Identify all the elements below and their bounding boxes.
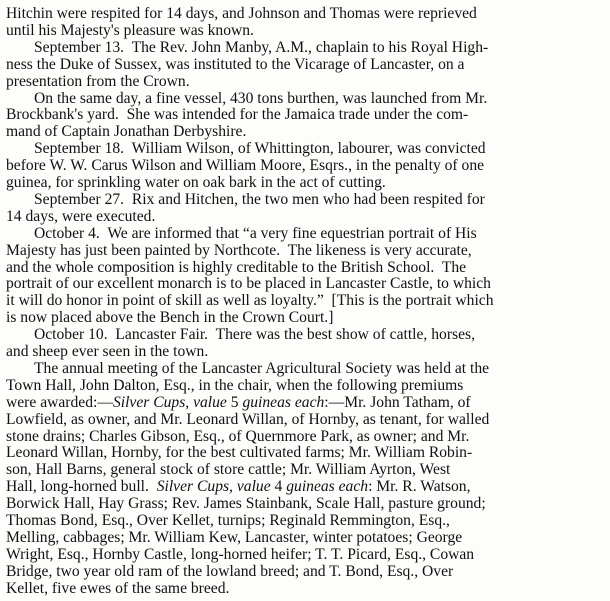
- text-segment: it will do honor in point of skill as well as loyalty.” [This is the portrait which: [6, 292, 494, 310]
- text-segment: guinea, for sprinkling water on oak bark in the act of cutting.: [6, 174, 386, 191]
- italic-text: guineas each: [286, 478, 369, 496]
- text-segment: ness the Duke of Sussex, was instituted to the Vicarage of Lancaster, on a: [6, 55, 465, 73]
- text-segment: and sheep ever seen in the town.: [6, 343, 209, 360]
- text-segment: son, Hall Barns, general stock of store cattle; Mr. William Ayrton, West: [6, 461, 451, 479]
- text-segment: Hitchin were respited for 14 days, and Johnson and Thomas were reprieved: [6, 5, 477, 22]
- italic-text: Silver Cups, value: [112, 393, 227, 411]
- text-segment: is now placed above the Bench in the Crown Court.]: [6, 309, 334, 327]
- text-segment: until his Majesty's pleasure was known.: [6, 21, 254, 39]
- text-segment: Thomas Bond, Esq., Over Kellet, turnips; Reginald Remmington, Esq.,: [6, 512, 450, 529]
- text-segment: were awarded:—: [6, 393, 113, 411]
- text-segment: The annual meeting of the Lancaster Agricultural Society was held at the: [34, 359, 490, 377]
- text-segment: September 27. Rix and Hitchen, the two men who had been respited for: [34, 190, 485, 208]
- text-segment: Majesty has just been painted by Northcote. The likeness is very accurate,: [6, 241, 472, 259]
- text-segment: stone drains; Charles Gibson, Esq., of Quernmore Park, as owner; and Mr.: [6, 427, 470, 445]
- text-segment: before W. W. Carus Wilson and William Moore, Esqrs., in the penalty of one: [6, 157, 485, 175]
- text-segment: Melling, cabbages; Mr. William Kew, Lancaster, winter potatoes; George: [6, 528, 463, 546]
- text-segment: 14 days, were executed.: [6, 207, 156, 225]
- text-segment: presentation from the Crown.: [6, 72, 190, 90]
- text-segment: Borwick Hall, Hay Grass; Rev. James Stainbank, Scale Hall, pasture ground;: [6, 495, 486, 513]
- text-segment: Bridge, two year old ram of the lowland breed; and T. Bond, Esq., Over: [6, 562, 454, 580]
- text-segment: Brockbank's yard. She was intended for the Jamaica trade under the com-: [6, 106, 469, 124]
- text-segment: 4: [270, 478, 287, 496]
- text-segment: 5: [226, 393, 243, 411]
- text-segment: Town Hall, John Dalton, Esq., in the chair, when the following premiums: [6, 376, 464, 394]
- text-segment: Kellet, five ewes of the same breed.: [6, 579, 230, 597]
- text-segment: Wright, Esq., Hornby Castle, long-horned heifer; T. T. Picard, Esq., Cowan: [6, 545, 475, 563]
- text-segment: mand of Captain Jonathan Derbyshire.: [6, 123, 247, 141]
- text-segment: Hall, long-horned bull.: [6, 478, 157, 496]
- text-segment: and the whole composition is highly creditable to the British School. The: [6, 258, 467, 276]
- text-line: [6, 578, 229, 600]
- text-segment: October 10. Lancaster Fair. There was the best show of cattle, horses,: [34, 326, 475, 344]
- text-segment: On the same day, a fine vessel, 430 tons burthen, was launched from Mr.: [34, 89, 488, 107]
- italic-text: Silver Cups, value: [156, 478, 271, 496]
- italic-text: guineas each: [242, 393, 325, 411]
- text-segment: Leonard Willan, Hornby, for the best cultivated farms; Mr. William Robin-: [6, 444, 473, 462]
- text-segment: September 18. William Wilson, of Whittington, labourer, was convicted: [34, 140, 486, 158]
- text-segment: : Mr. R. Watson,: [368, 478, 471, 496]
- text-segment: :—Mr. John Tatham, of: [324, 393, 471, 411]
- text-segment: September 13. The Rev. John Manby, A.M., chaplain to his Royal High-: [34, 38, 489, 56]
- text-segment: portrait of our excellent monarch is to be placed in Lancaster Castle, to which: [6, 275, 491, 293]
- text-segment: Lowfield, as owner, and Mr. Leonard Willan, of Hornby, as tenant, for walled: [6, 410, 490, 428]
- text-segment: October 4. We are informed that “a very fine equestrian portrait of His: [34, 224, 477, 242]
